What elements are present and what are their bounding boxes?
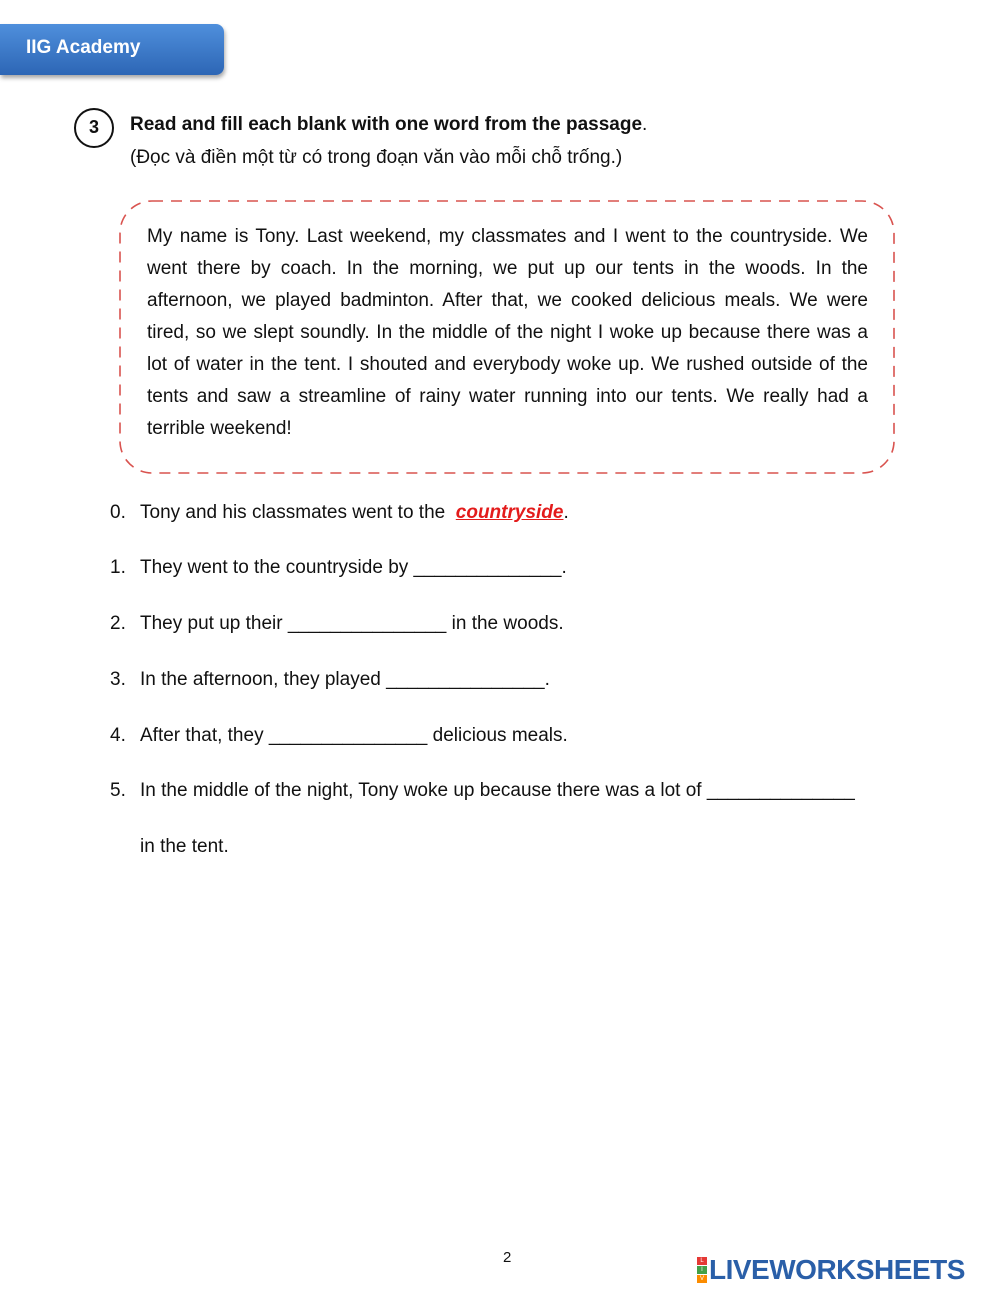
instruction-bold: Read and fill each blank with one word from the passage <box>130 114 643 135</box>
question-4 <box>110 725 568 747</box>
question-text[interactable]: In the afternoon, they played _______________. <box>140 669 550 690</box>
question-number: 0. <box>110 502 126 523</box>
instruction-vietnamese: (Đọc và điền một từ có trong đoạn văn vào mỗi chỗ trống.) <box>130 147 623 168</box>
logo-block: I <box>697 1266 707 1274</box>
question-5 <box>110 780 855 802</box>
liveworksheets-logo <box>697 1255 965 1285</box>
question-3 <box>110 669 550 691</box>
question-number: 3. <box>110 669 126 690</box>
question-2 <box>110 613 564 635</box>
exercise-number: 3 <box>74 108 114 148</box>
question-5-continuation: in the tent. <box>140 836 229 857</box>
logo-block: V <box>697 1275 707 1283</box>
example-answer: countryside <box>455 502 564 523</box>
question-text[interactable]: After that, they _______________ delicious meals. <box>140 725 568 746</box>
question-number: 5. <box>110 780 126 801</box>
question-number: 2. <box>110 613 126 634</box>
page-number: 2 <box>503 1249 512 1266</box>
logo-block: L <box>697 1257 707 1265</box>
question-end: . <box>563 502 569 523</box>
question-0 <box>110 502 569 524</box>
question-text[interactable]: They went to the countryside by ______________. <box>140 557 567 578</box>
question-text[interactable]: They put up their _______________ in the woods. <box>140 613 564 634</box>
instruction <box>130 114 647 136</box>
question-number: 1. <box>110 557 126 578</box>
brand-tab: IIG Academy <box>0 24 224 75</box>
question-1 <box>110 557 567 579</box>
logo-text: LIVEWORKSHEETS <box>709 1254 965 1285</box>
question-text[interactable]: In the middle of the night, Tony woke up because there was a lot of ______________ <box>140 780 855 801</box>
reading-passage: My name is Tony. Last weekend, my classmates and I went to the countryside. We went there by coach. In the morning, we put up our tents in the woods. In the afternoon, we played badminton. After that, we cooked delicious meals. We were tired, so we slept soundly. In the middle of the night I woke up because there was a lot of water in the tent. I shouted and everybody woke up. We rushed outside of the tents and saw a streamline of rainy water running into our tents. We really had a terrible weekend! <box>147 226 868 439</box>
question-number: 4. <box>110 725 126 746</box>
logo-blocks-icon <box>697 1257 707 1283</box>
question-text: Tony and his classmates went to the <box>140 502 451 523</box>
instruction-end: . <box>642 114 648 135</box>
